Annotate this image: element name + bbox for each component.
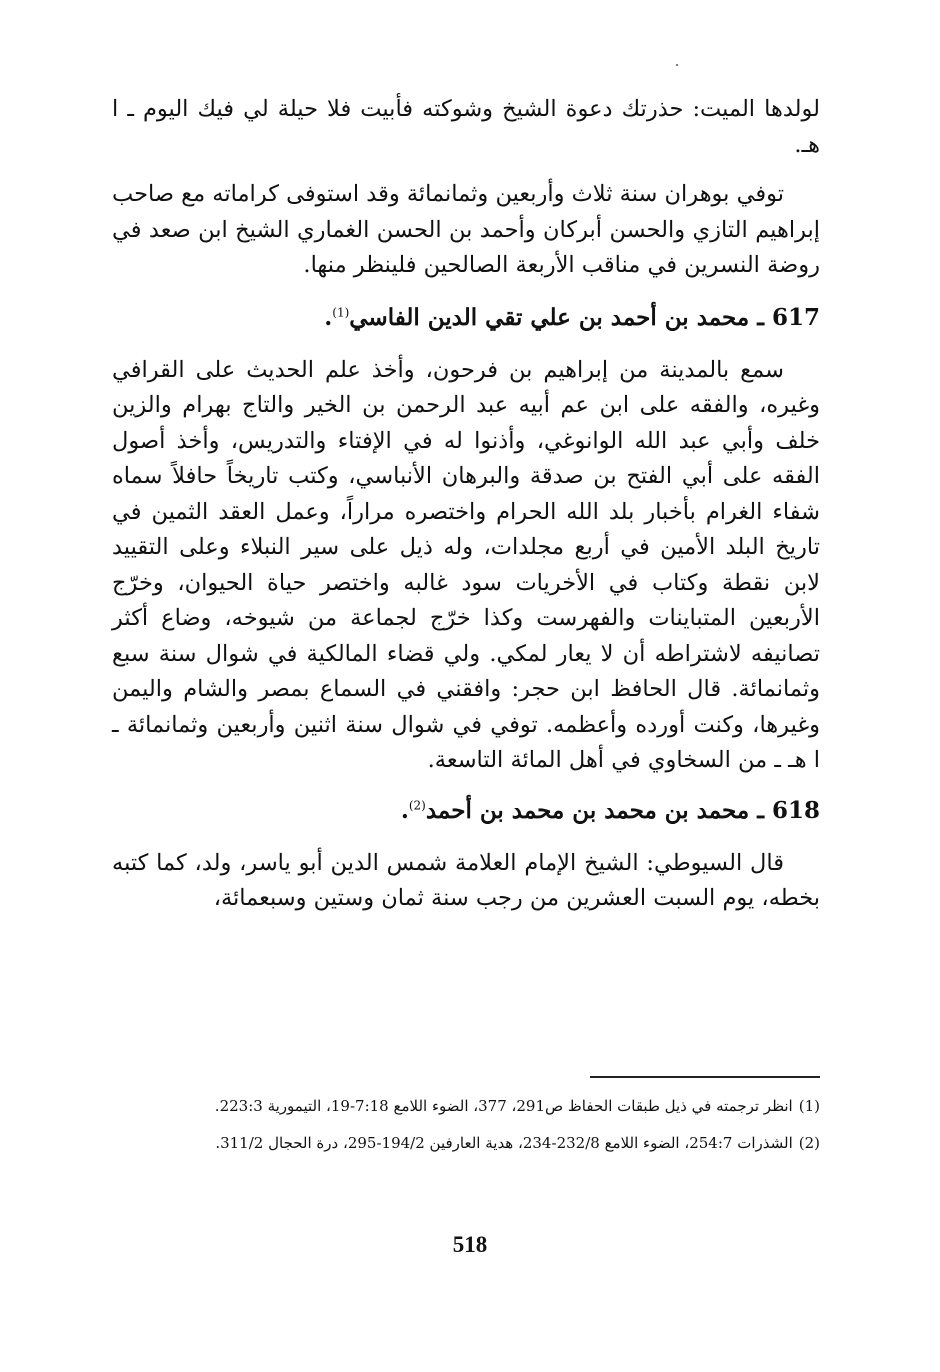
paragraph-death-note: توفي بوهران سنة ثلاث وأربعين وثمانمائة وقد استوفى كراماته مع صاحب إبراهيم التازي والحسن أبركان وأحمد بن الحسن الغماري الشيخ ابن صعد في روضة النسرين في مناقب الأربعة الصالحين فلينظر منها. [112,181,820,278]
footnote-2 [112,1129,820,1158]
entry-heading-617-end: . [324,303,333,331]
entry-heading-618-text: 618 ـ محمد بن محمد بن محمد بن أحمد [425,796,820,824]
entry-heading-618 [112,793,820,828]
footnote-separator [590,1076,820,1078]
entry-heading-617-text: 617 ـ محمد بن أحمد بن علي تقي الدين الفاسي [349,303,820,331]
footnote-ref-2[interactable]: (2) [408,797,426,812]
footnotes [112,1092,820,1166]
footnote-text: الشذرات 254:7، الضوء اللامع 232/8-234، هدية العارفين 194/2-295، درة الحجال 311/2. [215,1134,793,1152]
footnote-1 [112,1092,820,1121]
footnote-number: (1) [798,1097,820,1115]
page-body [112,92,820,917]
ink-speck [676,64,678,66]
footnote-ref-1[interactable]: (1) [332,304,350,319]
footnote-number: (2) [798,1134,820,1152]
page-number: 518 [452,1232,488,1257]
entry-heading-617 [112,300,820,335]
entry-text-618: قال السيوطي: الشيخ الإمام العلامة شمس الدين أبو ياسر، ولد، كما كتبه بخطه، يوم السبت العشرين من رجب سنة ثمان وستين وسبعمائة، [112,849,820,911]
footnote-text: انظر ترجمته في ذيل طبقات الحفاظ ص291، 377، الضوء اللامع 7:18-19، التيمورية 223:3. [214,1097,793,1115]
entry-heading-618-end: . [400,796,409,824]
paragraph-continuation: لولدها الميت: حذرتك دعوة الشيخ وشوكته فأبيت فلا حيلة لي فيك اليوم ـ ا هـ. [112,96,820,158]
entry-text-617: سمع بالمدينة من إبراهيم بن فرحون، وأخذ علم الحديث على القرافي وغيره، والفقه على ابن عم أبيه عبد الرحمن بن الخير والتاج بهرام والزين خلف وأبي عبد الله الوانوغي، وأذنوا له في الإفتاء والتدريس، وأخذ أصول الفقه على أبي الفتح بن صدقة والبرهان الأنباسي، وكتب تاريخاً حافلاً سماه شفاء الغرام بأخبار بلد الله الحرام واختصره مراراً، وعمل العقد الثمين في تاريخ البلد الأمين في أربع مجلدات، وله ذيل على سير النبلاء وعلى التقييد لابن نقطة وكتاب في الأخريات سود غالبه واختصر حياة الحيوان، وخرّج الأربعين المتباينات والفهرست وكذا خرّج لجماعة من شيوخه، وضاع أكثر تصانيفه لاشتراطه أن لا يعار لمكي. ولي قضاء المالكية في شوال سنة سبع وثمانمائة. قال الحافظ ابن حجر: وافقني في السماع بمصر والشام واليمن وغيرها، وكنت أورده وأعظمه. توفي في شوال سنة اثنين وأربعين وثمانمائة ـ ا هـ ـ من السخاوي في أهل المائة التاسعة. [112,356,820,773]
